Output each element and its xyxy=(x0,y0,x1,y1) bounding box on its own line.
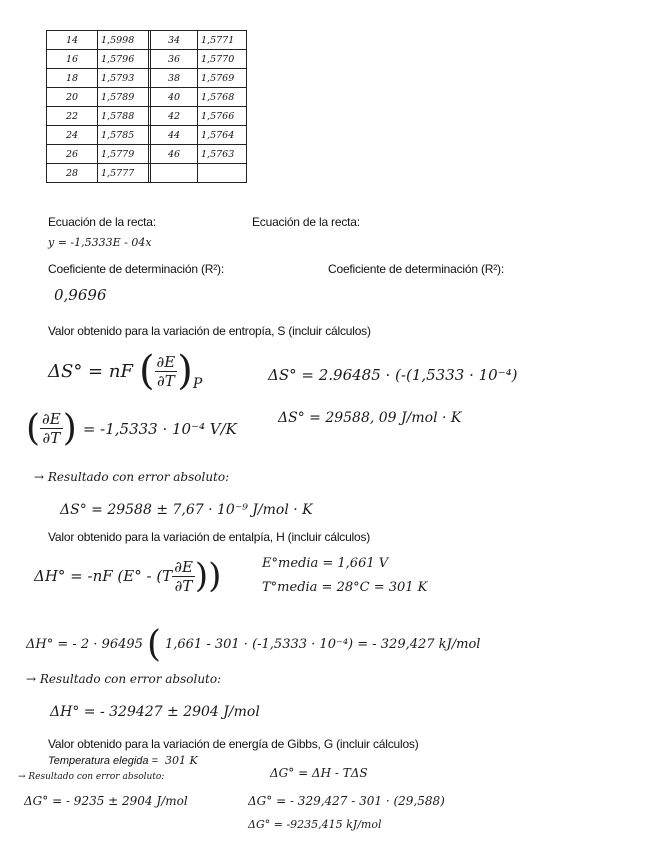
table-cell: 1,5789 xyxy=(98,88,149,107)
dE-dT-fraction-3 xyxy=(172,558,195,595)
entropia-label: Valor obtenido para la variación de entropía, S (incluir cálculos) xyxy=(48,324,371,338)
table-cell: 40 xyxy=(151,88,198,107)
table-cell: 42 xyxy=(151,107,198,126)
paren-close: ) xyxy=(177,348,193,394)
table-cell: 1,5796 xyxy=(98,50,149,69)
table-cell: 1,5769 xyxy=(198,69,247,88)
table-cell: 1,5998 xyxy=(98,31,149,50)
table-cell: 44 xyxy=(151,126,198,145)
dEdT-value: = -1,5333 · 10⁻⁴ V/K xyxy=(82,419,237,438)
dT-2: ∂T xyxy=(42,429,61,447)
table-cell: 1,5779 xyxy=(98,145,149,164)
table-cell: 16 xyxy=(47,50,98,69)
table-row xyxy=(47,145,247,164)
table-cell: 1,5771 xyxy=(198,31,247,50)
coef-det-label-1: Coeficiente de determinación (R²): xyxy=(48,262,224,276)
coef-det-label-2: Coeficiente de determinación (R²): xyxy=(328,262,504,276)
dh-calc-body: 1,661 - 301 · (-1,5333 · 10⁻⁴) = - 329,427 kJ/mol xyxy=(164,637,481,652)
table-cell: 46 xyxy=(151,145,198,164)
dT: ∂T xyxy=(157,371,175,390)
resultado-error-3: → Resultado con error absoluto: xyxy=(18,772,165,782)
temperatura-valor: 301 K xyxy=(165,754,198,767)
paren-open-4: ( xyxy=(146,624,161,665)
table-cell xyxy=(198,164,247,183)
ecuacion-recta-label-2: Ecuación de la recta: xyxy=(252,215,360,229)
table-row xyxy=(47,126,247,145)
dh-final: ΔH° = - 329427 ± 2904 J/mol xyxy=(50,704,260,720)
ds-calc: ΔS° = 2.96485 · (-(1,5333 · 10⁻⁴) xyxy=(268,366,518,384)
dh-formula-text: ΔH° = -nF (E° - (T xyxy=(34,567,173,585)
ds-final: ΔS° = 29588 ± 7,67 · 10⁻⁹ J/mol · K xyxy=(60,502,313,518)
paren-close-2: ) xyxy=(62,408,77,449)
data-table xyxy=(46,30,247,183)
table-cell: 1,5768 xyxy=(198,88,247,107)
dE: ∂E xyxy=(156,352,176,371)
table-cell: 1,5770 xyxy=(198,50,247,69)
dT-3: ∂T xyxy=(174,576,193,595)
table-cell: 1,5763 xyxy=(198,145,247,164)
dh-formula xyxy=(34,556,221,596)
r2-value: 0,9696 xyxy=(54,286,107,304)
ds-formula xyxy=(48,348,202,394)
table-cell: 28 xyxy=(47,164,98,183)
ds-result-calc: ΔS° = 29588, 09 J/mol · K xyxy=(278,410,462,426)
table-cell: 1,5764 xyxy=(198,126,247,145)
ds-formula-subscript: P xyxy=(192,376,203,392)
table-cell: 26 xyxy=(47,145,98,164)
table-cell: 34 xyxy=(151,31,198,50)
temperatura-label xyxy=(48,754,198,767)
t-media: T°media = 28°C = 301 K xyxy=(262,580,428,595)
resultado-error-1: → Resultado con error absoluto: xyxy=(34,470,230,484)
paren-open: ( xyxy=(138,348,155,394)
gibbs-label: Valor obtenido para la variación de energía de Gibbs, G (incluir cálculos) xyxy=(48,737,419,751)
table-cell: 1,5788 xyxy=(98,107,149,126)
table-cell: 22 xyxy=(47,107,98,126)
table-cell: 1,5777 xyxy=(98,164,149,183)
table-cell: 38 xyxy=(151,69,198,88)
paren-close-3: )) xyxy=(194,556,222,596)
dg-formula: ΔG° = ΔH - TΔS xyxy=(270,766,368,780)
table-row xyxy=(47,164,247,183)
table-cell: 24 xyxy=(47,126,98,145)
dE-dT-fraction xyxy=(155,353,178,390)
table-row xyxy=(47,107,247,126)
table-cell: 1,5793 xyxy=(98,69,149,88)
dh-calc-prefix: ΔH° = - 2 · 96495 xyxy=(26,637,143,652)
resultado-error-2: → Resultado con error absoluto: xyxy=(26,672,222,686)
table-row xyxy=(47,69,247,88)
table-cell xyxy=(151,164,198,183)
dE-dT-fraction-2 xyxy=(40,410,63,447)
table-cell: 20 xyxy=(47,88,98,107)
dEdT-line xyxy=(26,408,237,449)
dg-result: ΔG° = -9235,415 kJ/mol xyxy=(248,818,382,831)
dg-calc: ΔG° = - 329,427 - 301 · (29,588) xyxy=(248,794,445,808)
entalpia-label: Valor obtenido para la variación de entalpía, H (incluir cálculos) xyxy=(48,530,371,544)
table-cell: 1,5766 xyxy=(198,107,247,126)
dg-final: ΔG° = - 9235 ± 2904 J/mol xyxy=(24,794,188,808)
table-row xyxy=(47,50,247,69)
dE-3: ∂E xyxy=(174,557,193,576)
table-row xyxy=(47,31,247,50)
recta-equation: y = -1,5333E - 04x xyxy=(48,236,152,249)
table-cell: 1,5785 xyxy=(98,126,149,145)
table-cell: 36 xyxy=(151,50,198,69)
table-row xyxy=(47,88,247,107)
temperatura-text: Temperatura elegida = xyxy=(48,755,158,767)
e-media: E°media = 1,661 V xyxy=(262,556,389,571)
table-cell: 18 xyxy=(47,69,98,88)
paren-open-2: ( xyxy=(26,408,41,449)
table-cell: 14 xyxy=(47,31,98,50)
ds-formula-lhs: ΔS° = nF xyxy=(48,360,133,382)
dE-2: ∂E xyxy=(42,410,61,428)
ecuacion-recta-label-1: Ecuación de la recta: xyxy=(48,215,156,229)
dh-calc xyxy=(26,624,480,665)
